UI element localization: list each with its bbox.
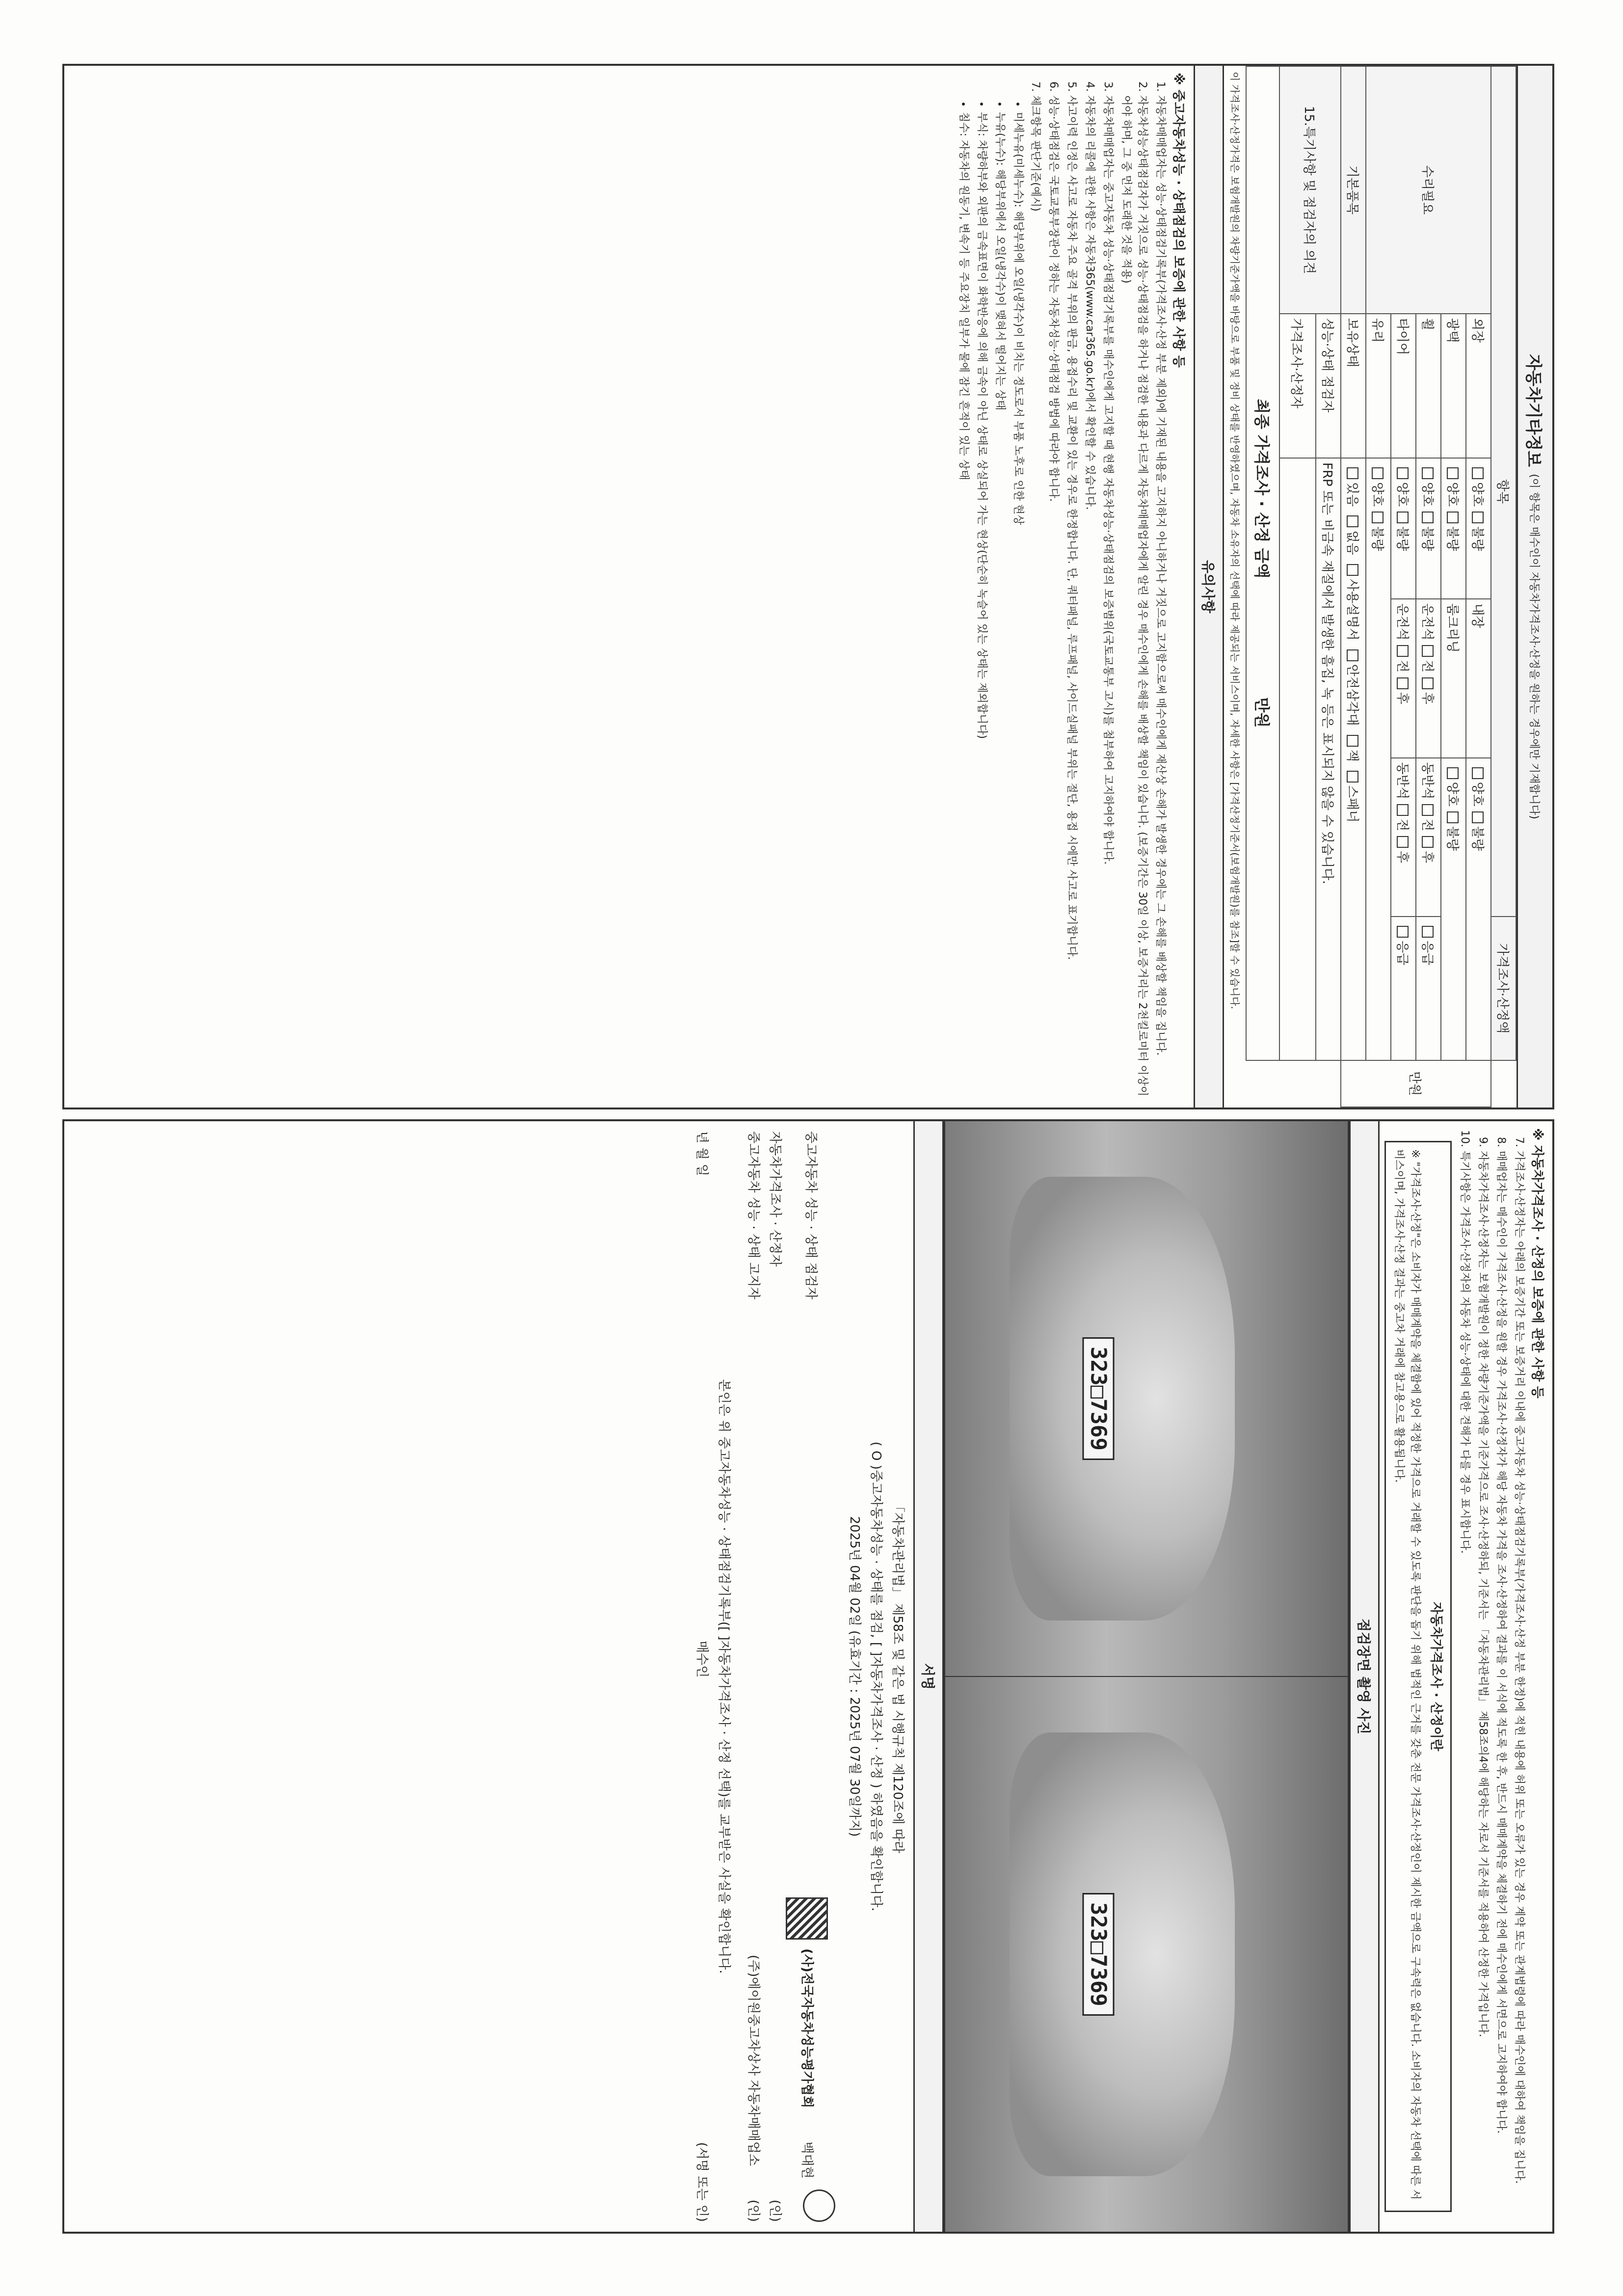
opt-label: 양호 [1395, 482, 1410, 507]
opt-label: 불량 [1470, 826, 1485, 851]
opt-cell[interactable] [1391, 917, 1416, 1060]
final-unit: 만원 [1252, 697, 1271, 728]
basic-label: 기본품목 [1341, 66, 1366, 314]
checkbox[interactable] [1397, 804, 1409, 816]
table-row [1246, 66, 1279, 1107]
checkbox[interactable] [1422, 926, 1434, 938]
checkbox[interactable] [1422, 467, 1434, 479]
opt-label: 불량 [1420, 526, 1435, 551]
opt-label: 운전석 [1420, 603, 1435, 641]
price-info-box [1384, 1141, 1452, 2212]
check-line: ( O )중고자동차성능 · 상태를 점검, [ ]자동차가격조사 · 산정 ) 하였음을 확인합니다. [868, 1441, 883, 1912]
opt-cell[interactable] [1416, 917, 1441, 1060]
list-item: 7. 가격조사·산정자는 아래의 보증기간 또는 보증거리 이내에 중고자동차 성능·상태점검기록부(가격조사·산정 부분 한정)에 적힌 내용에 허위 또는 오류가 있는 경우 계약 또는 관계법령에 따라 매수인에 대하여 책임을 집니다. [1511, 1151, 1527, 2222]
opt-label: 사용설명서 [1345, 578, 1359, 641]
law-line: 「자동차관리법」 제58조 및 같은 법 시행규칙 제120조에 따라 [890, 1500, 905, 1853]
note-price-text[interactable] [1279, 458, 1316, 1060]
list-item: 6. 성능·상태점검은 국토교통부장관이 정하는 자동차성능·상태점검 방법에 따라야 합니다. [1045, 95, 1062, 1098]
inspector-org-wrap [786, 1892, 836, 2222]
list-item: 2. 자동차성능상태점검자가 거짓으로 성능·상태점검을 하거나 점검한 내용과 다르게 자동차매매업자에게 알린 경우 매수인에게 손해를 배상할 책임이 있습니다. (보증기간은 30일 이상, 보증거리는 2천킬로미터 이상이어야 하며, 그 중 먼저 도래한 것을 적용) [1118, 95, 1150, 1098]
car-image [1010, 1732, 1235, 2176]
checkbox[interactable] [1372, 512, 1384, 523]
note-label: 15.특기사항 및 점검자의 의견 [1279, 66, 1341, 314]
opt-label: 있음 [1345, 482, 1359, 507]
opt-cell[interactable] [1466, 758, 1491, 1060]
inspection-photo-rear [945, 1677, 1348, 2232]
unit-label: 만원 [1407, 1071, 1422, 1096]
appraiser-row [764, 1131, 786, 2222]
photo-title: 점검장면 촬영 사진 [1349, 1121, 1380, 2232]
col-price: 가격조사·산정액 [1491, 917, 1516, 1060]
table-row [1466, 66, 1491, 1107]
opt-cell[interactable] [1441, 458, 1466, 599]
price-guarantee-list [1457, 1121, 1527, 2232]
appraiser-label: 자동차가격조사 · 산정자 [767, 1131, 782, 1267]
list-item: 8. 매매업자는 매수인이 가격조사·산정을 원할 경우 가격조사·산정자가 해당 자동차 가격을 조사·산정하여 결과를 이 서식에 적도록 한 후, 반드시 매매계약을 체결하기 전에 매수인에게 서면으로 고지하여야 합니다. [1493, 1151, 1509, 2222]
other-info-note: (이 항목은 매수인이 자동차가격조사·산정을 원하는 경우에만 기재합니다) [1528, 474, 1541, 819]
appraiser-seal[interactable]: (인) [767, 2199, 782, 2222]
opt-label: 동반석 [1395, 762, 1410, 799]
opt-cell[interactable] [1466, 458, 1491, 599]
checkbox[interactable] [1397, 926, 1409, 938]
sign-title: 서명 [913, 1121, 944, 2232]
opt-cell[interactable] [1416, 758, 1441, 917]
opt-cell[interactable] [1391, 758, 1416, 917]
list-item: 4. 자동차의 리콜에 관한 사항은 자동차365(www.car365.go.kr)에서 확인할 수 있습니다. [1082, 95, 1098, 1098]
opt-cell[interactable] [1441, 758, 1466, 1060]
checkbox[interactable] [1347, 649, 1358, 661]
opt-label: 불량 [1395, 526, 1410, 551]
opt-label: 전 [1420, 660, 1435, 673]
opt-label: 불량 [1370, 526, 1384, 551]
opt-label: 양호 [1445, 782, 1460, 807]
opt-label: 후 [1395, 851, 1410, 864]
license-plate: 323□7369 [1082, 1337, 1114, 1460]
opt-label: 동반석 [1420, 762, 1435, 799]
list-item: 1. 자동차매매업자는 성능·상태점검기록부(가격조사·산정 부분 제외)에 기재된 내용을 고지하지 아니하거나 거짓으로 고지함으로써 매수인에게 재산상 손해가 발생한 경우에는 그 손해를 배상할 책임을 집니다. [1152, 95, 1169, 1098]
checkbox[interactable] [1397, 467, 1409, 479]
row-label: 타이어 [1391, 314, 1416, 458]
opt-cell[interactable] [1391, 458, 1416, 599]
sub-item: • 누유(누수): 해당부위에서 오일(냉각수)이 맺혀서 떨어지는 상태 [992, 112, 1008, 1098]
checkbox[interactable] [1422, 836, 1434, 848]
opt-label: 양호 [1370, 482, 1384, 507]
opt-cell[interactable] [1366, 458, 1391, 1060]
opt-label: 양호 [1470, 782, 1485, 807]
checkbox[interactable] [1447, 767, 1459, 779]
opt-cell[interactable] [1416, 458, 1441, 599]
buyer-label: 매수인 [694, 1641, 710, 1678]
inspector-label: 중고자동차 성능 · 상태 점검자 [803, 1131, 818, 1299]
checkbox[interactable] [1347, 515, 1358, 527]
notifier-seal[interactable]: (인) [745, 2199, 761, 2222]
note-perf-label: 성능·상태 점검자 [1316, 314, 1341, 458]
opt-label: 잭 [1345, 749, 1359, 762]
opt-label: 전 [1395, 660, 1410, 673]
checkbox[interactable] [1347, 735, 1358, 747]
opt-label: 후 [1420, 851, 1435, 864]
photo-row [944, 1121, 1349, 2232]
sub-item: • 미세누유(미세누수): 해당부위에 오일(냉각수)이 비치는 정도로서 부품 노후로 인한 현상 [1010, 112, 1026, 1098]
row-label: 휠 [1416, 314, 1441, 458]
buyer-sign[interactable]: (서명 또는 인) [694, 2142, 710, 2222]
right-panel [62, 1119, 1554, 2234]
table-row [1316, 66, 1341, 1107]
list-item [956, 95, 1043, 1098]
opt-label: 안전삼각대 [1345, 664, 1359, 726]
opt-label: 후 [1420, 692, 1435, 704]
other-info-header [1517, 66, 1552, 1107]
row-label: 유리 [1366, 314, 1391, 458]
checkbox[interactable] [1422, 804, 1434, 816]
row-label: 내장 [1466, 599, 1491, 758]
opt-label: 불량 [1470, 526, 1485, 551]
checkbox[interactable] [1397, 677, 1409, 689]
qr-code-icon [786, 1897, 828, 1940]
opt-label: 양호 [1470, 482, 1485, 507]
basic-status-label: 보유상태 [1341, 314, 1366, 458]
opt-label: 응급 [1420, 941, 1435, 966]
caution-title: 유의사항 [1194, 66, 1224, 1107]
perf-head: ※ 중고자동차성능 · 상태점검의 보증에 관한 사항 등 [1171, 73, 1186, 368]
checkbox[interactable] [1347, 564, 1358, 576]
opt-label: 응급 [1395, 941, 1410, 966]
row-label: 광택 [1441, 314, 1466, 458]
opt-label: 불량 [1445, 826, 1460, 851]
basic-opts[interactable] [1341, 458, 1366, 1060]
opt-label: 없음 [1345, 530, 1359, 555]
checkbox[interactable] [1347, 467, 1358, 479]
checkbox[interactable] [1447, 512, 1459, 523]
seal-text: 인 [767, 2204, 782, 2217]
sub-list [956, 100, 1026, 1098]
checkbox[interactable] [1422, 512, 1434, 523]
seal-stamp-icon [803, 2189, 835, 2222]
notifier-label: 중고자동차 성능 · 상태 고지자 [745, 1131, 761, 1299]
inspector-name: 백대현 [799, 2141, 815, 2179]
confirm-line: 본인은 위 중고자동차성능 · 상태점검기록부([ ]자동차가격조사 · 산정 선택)를 교부받은 사실을 확인합니다. [716, 1379, 731, 1974]
caution-list [956, 66, 1169, 1107]
opt-label: 양호 [1420, 482, 1435, 507]
checkbox[interactable] [1347, 771, 1358, 783]
checkbox[interactable] [1447, 811, 1459, 823]
final-note: 이 가격조사·산정가격은 보험개발원의 차량기준가액을 바탕으로 부품 및 정비 상태를 반영하였으며, 자동차 소유자의 선택에 따라 제공되는 서비스이며, 자세한 사항은 [가격산정기준서(보험개발원)를 참조]할 수 있습니다. [1229, 72, 1241, 1009]
checkbox[interactable] [1397, 645, 1409, 657]
notifier-row [743, 1131, 764, 2222]
group-repair: 수리필요 [1366, 66, 1491, 314]
other-info-title: 자동차기타정보 [1523, 354, 1543, 467]
checkbox[interactable] [1397, 512, 1409, 523]
opt-label: 후 [1395, 692, 1410, 704]
opt-label: 전 [1395, 818, 1410, 832]
checkbox[interactable] [1472, 467, 1484, 479]
price-cell[interactable] [1341, 1060, 1491, 1107]
final-label: 최종 가격조사 · 산정 금액 [1252, 399, 1271, 579]
dealer-name: (주)에이원중고차상사 자동차매매업소 [745, 1954, 761, 2166]
opt-cell[interactable] [1391, 599, 1416, 758]
price-info-title: 자동차가격조사 · 산정이란 [1429, 1601, 1443, 1752]
inspector-row [786, 1131, 836, 2222]
signature-block [686, 1121, 913, 2232]
inspection-photo-front [945, 1121, 1348, 1677]
table-row [1341, 66, 1366, 1107]
left-panel [62, 64, 1554, 1109]
inspector-org: (사)전국자동차성능평가협회 [799, 1948, 815, 2108]
price-info-text: ※ "가격조사·산정"은 소비자가 매매계약을 체결함에 있어 적정한 가격으로 거래할 수 있도록 판단을 돕기 위해 법적인 근거를 갖춘 전문 가격조사·산정인이 제시한 금액으로 구속력은 없습니다. 소비자의 자동차 선택에 따른 서비스이며, 가격조사·산정 결과는 중고차 거래에 참고용으로 활용됩니다. [1393, 1149, 1421, 2200]
row-label: 룸크리닝 [1441, 599, 1466, 758]
note-price-label: 가격조사·산정자 [1279, 314, 1316, 458]
list-item: 10. 특기사항은 가격조사·산정자의 자동차 성능·상태에 대한 견해가 다를 경우 표시합니다. [1457, 1151, 1473, 2222]
date-line: 2025년 04월 02일 (유효기간 : 2025년 07월 30일까지) [847, 1516, 862, 1837]
opt-label: 스패너 [1345, 785, 1359, 823]
list-item: 5. 사고이력 인정은 사고로 자동차 주요 골격 부위의 판금, 용접수리 및 교환이 있는 경우로 한정합니다. 단, 쿼터패널, 루프패널, 사이드실패널 부위는 절단, 용접 시에만 사고로 표기합니다. [1064, 95, 1080, 1098]
note-perf-text[interactable]: FRP 또는 비금속 재질에서 발생한 흠집, 녹 등은 표시되지 않을 수 있습니다. [1316, 458, 1341, 1060]
license-plate: 323□7369 [1082, 1893, 1114, 2016]
final-price[interactable] [1246, 66, 1279, 1060]
seal-text: 인 [745, 2204, 761, 2217]
checkbox[interactable] [1447, 467, 1459, 479]
opt-label: 불량 [1445, 526, 1460, 551]
checkbox[interactable] [1472, 512, 1484, 523]
opt-label: 운전석 [1395, 603, 1410, 641]
checkbox[interactable] [1372, 467, 1384, 479]
list-item: 3. 자동차매매업자는 중고자동차 성능·상태점검기록부를 매수인에게 고지할 때 현행 자동차성능·상태점검의 보증범위(국토교통부 고시)를 첨부하여 고지하여야 합니다. [1100, 95, 1116, 1098]
price-guarantee-head: ※ 자동차가격조사 · 산정의 보증에 관한 사항 등 [1530, 1128, 1544, 1399]
sub-item: • 부식: 차량하부와 외판의 금속표면이 화학반응에 의해 금속이 아닌 상태로 상실되어 가는 현상(단순히 녹슬어 있는 상태는 제외합니다) [974, 112, 990, 1098]
list-item-text: 체크항목 판단기준(예시) [1029, 95, 1041, 212]
opt-label: 양호 [1445, 482, 1460, 507]
car-image [1010, 1177, 1235, 1621]
opt-cell[interactable] [1416, 599, 1441, 758]
date-blank[interactable]: 년 월 일 [694, 1131, 710, 1176]
dealer-wrap [743, 1955, 764, 2222]
other-info-table [1246, 66, 1517, 1107]
buyer-row [691, 1131, 713, 2222]
checkbox[interactable] [1472, 811, 1484, 823]
col-item: 항목 [1491, 66, 1516, 917]
opt-label: 전 [1420, 818, 1435, 832]
checkbox[interactable] [1472, 767, 1484, 779]
checkbox[interactable] [1422, 645, 1434, 657]
row-label: 외장 [1466, 314, 1491, 458]
checkbox[interactable] [1422, 677, 1434, 689]
checkbox[interactable] [1397, 836, 1409, 848]
list-item: 9. 자동차가격조사·산정자는 보험개발원이 정한 차량기준가액을 기준가격으로 조사·산정하되, 기준서는 「자동차관리법」 제58조의4에 해당하는 자로서 기준서를 적용하여 산정한 가격입니다. [1475, 1151, 1491, 2222]
sub-item: • 침수: 자동차의 원동기, 변속기 등 주요장치 일부가 물에 잠긴 흔적이 있는 상태 [956, 112, 972, 1098]
